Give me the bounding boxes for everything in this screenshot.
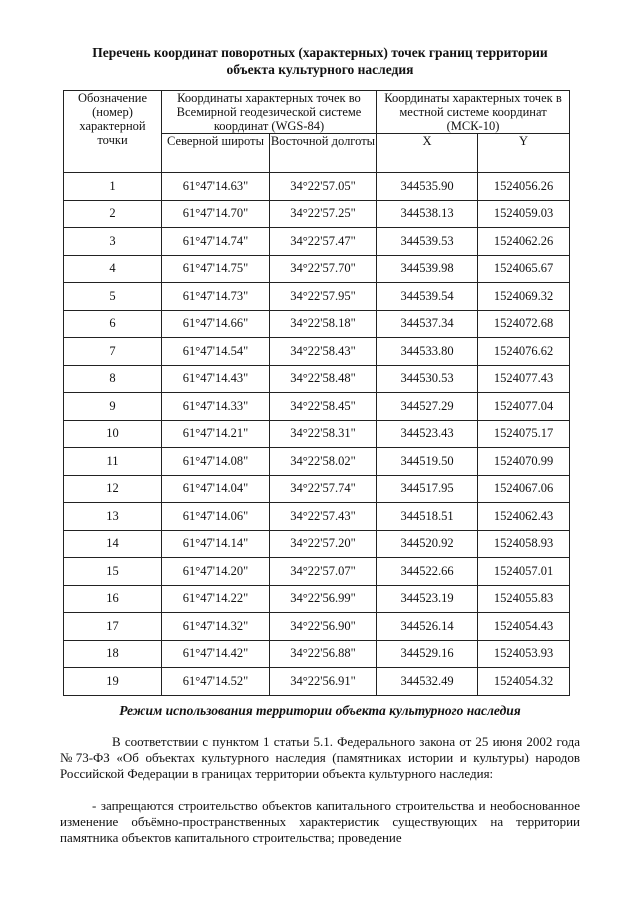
header-msk10-group: Координаты характерных точек в местной системе координат (МСК-10) [377,91,570,134]
table-row [64,475,570,503]
x-cell: 344523.43 [377,420,478,448]
table-row [64,503,570,531]
table-row [64,448,570,476]
north-latitude-cell: 61°47'14.33" [162,393,270,421]
point-number-cell: 7 [64,338,162,366]
point-number-cell: 15 [64,558,162,586]
east-longitude-cell: 34°22'57.20" [270,530,377,558]
north-latitude-cell: 61°47'14.66" [162,310,270,338]
east-longitude-cell: 34°22'56.90" [270,613,377,641]
table-row [64,420,570,448]
point-number-cell: 17 [64,613,162,641]
y-cell: 1524065.67 [478,255,570,283]
east-longitude-cell: 34°22'57.05" [270,173,377,201]
east-longitude-cell: 34°22'58.45" [270,393,377,421]
header-wgs84-group: Координаты характерных точек во Всемирной геодезической системе координат (WGS-84) [162,91,377,134]
document-title [40,44,600,78]
point-number-cell: 3 [64,228,162,256]
x-cell: 344527.29 [377,393,478,421]
y-cell: 1524056.26 [478,173,570,201]
point-number-cell: 8 [64,365,162,393]
y-cell: 1524058.93 [478,530,570,558]
point-number-cell: 6 [64,310,162,338]
title-line-1: Перечень координат поворотных (характерных) точек границ территории [92,45,548,60]
point-number-cell: 9 [64,393,162,421]
table-row [64,585,570,613]
east-longitude-cell: 34°22'56.91" [270,668,377,696]
point-number-cell: 12 [64,475,162,503]
east-longitude-cell: 34°22'57.07" [270,558,377,586]
x-cell: 344530.53 [377,365,478,393]
north-latitude-cell: 61°47'14.52" [162,668,270,696]
north-latitude-cell: 61°47'14.21" [162,420,270,448]
north-latitude-cell: 61°47'14.04" [162,475,270,503]
point-number-cell: 13 [64,503,162,531]
table-row [64,228,570,256]
table-row [64,365,570,393]
section-title: Режим использования территории объекта культурного наследия [119,703,521,718]
table-row [64,338,570,366]
point-number-cell: 19 [64,668,162,696]
east-longitude-cell: 34°22'56.99" [270,585,377,613]
header-east-longitude: Восточной долготы [270,134,377,173]
x-cell: 344520.92 [377,530,478,558]
y-cell: 1524077.04 [478,393,570,421]
point-number-cell: 10 [64,420,162,448]
north-latitude-cell: 61°47'14.42" [162,640,270,668]
north-latitude-cell: 61°47'14.22" [162,585,270,613]
title-line-2: объекта культурного наследия [226,62,414,77]
point-number-cell: 14 [64,530,162,558]
coordinates-table-body [64,173,570,696]
east-longitude-cell: 34°22'58.18" [270,310,377,338]
point-number-cell: 2 [64,200,162,228]
east-longitude-cell: 34°22'57.43" [270,503,377,531]
y-cell: 1524067.06 [478,475,570,503]
header-north-latitude: Северной широты [162,134,270,173]
north-latitude-cell: 61°47'14.74" [162,228,270,256]
east-longitude-cell: 34°22'58.43" [270,338,377,366]
x-cell: 344539.98 [377,255,478,283]
x-cell: 344523.19 [377,585,478,613]
point-number-cell: 1 [64,173,162,201]
y-cell: 1524055.83 [478,585,570,613]
header-point-number: Обозначение (номер) характерной точки [64,91,162,173]
table-row [64,668,570,696]
x-cell: 344519.50 [377,448,478,476]
north-latitude-cell: 61°47'14.54" [162,338,270,366]
east-longitude-cell: 34°22'57.47" [270,228,377,256]
north-latitude-cell: 61°47'14.08" [162,448,270,476]
east-longitude-cell: 34°22'57.95" [270,283,377,311]
y-cell: 1524062.43 [478,503,570,531]
east-longitude-cell: 34°22'58.31" [270,420,377,448]
east-longitude-cell: 34°22'57.25" [270,200,377,228]
east-longitude-cell: 34°22'58.48" [270,365,377,393]
point-number-cell: 16 [64,585,162,613]
y-cell: 1524070.99 [478,448,570,476]
coordinates-table [63,90,570,696]
x-cell: 344532.49 [377,668,478,696]
table-row [64,558,570,586]
table-row [64,283,570,311]
point-number-cell: 5 [64,283,162,311]
table-row [64,200,570,228]
north-latitude-cell: 61°47'14.20" [162,558,270,586]
table-row [64,640,570,668]
north-latitude-cell: 61°47'14.63" [162,173,270,201]
north-latitude-cell: 61°47'14.70" [162,200,270,228]
y-cell: 1524053.93 [478,640,570,668]
header-y: Y [478,134,570,173]
north-latitude-cell: 61°47'14.32" [162,613,270,641]
y-cell: 1524077.43 [478,365,570,393]
table-row [64,613,570,641]
table-row [64,530,570,558]
north-latitude-cell: 61°47'14.75" [162,255,270,283]
table-row [64,173,570,201]
header-x: X [377,134,478,173]
point-number-cell: 4 [64,255,162,283]
y-cell: 1524076.62 [478,338,570,366]
north-latitude-cell: 61°47'14.06" [162,503,270,531]
x-cell: 344538.13 [377,200,478,228]
x-cell: 344522.66 [377,558,478,586]
table-row [64,393,570,421]
north-latitude-cell: 61°47'14.14" [162,530,270,558]
x-cell: 344539.54 [377,283,478,311]
y-cell: 1524054.43 [478,613,570,641]
y-cell: 1524075.17 [478,420,570,448]
y-cell: 1524069.32 [478,283,570,311]
table-row [64,310,570,338]
x-cell: 344517.95 [377,475,478,503]
x-cell: 344529.16 [377,640,478,668]
x-cell: 344526.14 [377,613,478,641]
x-cell: 344533.80 [377,338,478,366]
east-longitude-cell: 34°22'57.70" [270,255,377,283]
y-cell: 1524054.32 [478,668,570,696]
y-cell: 1524062.26 [478,228,570,256]
table-row [64,255,570,283]
paragraph-2: - запрещаются строительство объектов капитального строительства и необоснованное изменение объёмно-пространственных характеристик существующих на территории памятника объектов капитального строительства; проведение [60,798,580,845]
y-cell: 1524057.01 [478,558,570,586]
point-number-cell: 11 [64,448,162,476]
x-cell: 344518.51 [377,503,478,531]
north-latitude-cell: 61°47'14.43" [162,365,270,393]
x-cell: 344535.90 [377,173,478,201]
north-latitude-cell: 61°47'14.73" [162,283,270,311]
x-cell: 344537.34 [377,310,478,338]
y-cell: 1524072.68 [478,310,570,338]
x-cell: 344539.53 [377,228,478,256]
east-longitude-cell: 34°22'57.74" [270,475,377,503]
y-cell: 1524059.03 [478,200,570,228]
east-longitude-cell: 34°22'56.88" [270,640,377,668]
point-number-cell: 18 [64,640,162,668]
paragraph-1: В соответствии с пунктом 1 статьи 5.1. Федерального закона от 25 июня 2002 года №73-ФЗ «Об объектах культурного наследия (памятниках истории и культуры) народов Российской Федерации в границах территории объекта культурного наследия: [60,734,580,781]
east-longitude-cell: 34°22'58.02" [270,448,377,476]
